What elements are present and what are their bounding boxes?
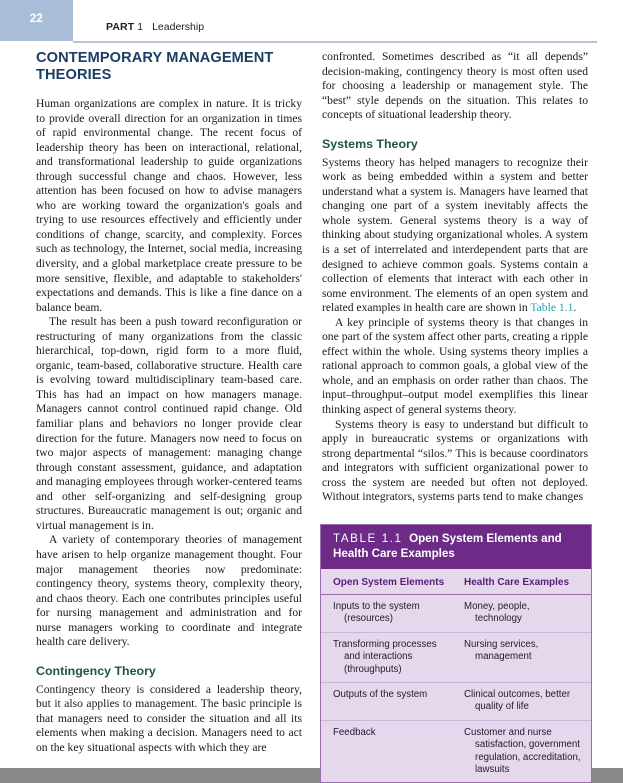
table-cell-example [456,595,591,633]
cell-line: management [475,651,532,663]
table-caption-text: Open System Elements and Health Care Examples [333,532,562,560]
table-row [321,632,591,682]
table-cell-element [321,720,456,782]
cell-line: lawsuits [475,764,510,776]
heading-systems-theory: Systems Theory [322,136,418,151]
table-row [321,720,591,782]
cell-line: regulation, accreditation, [475,751,581,763]
running-head-part-title: Leadership [152,21,205,33]
table-cell-example [456,720,591,782]
table-cell-example [456,632,591,682]
paragraph-continued: confronted. Sometimes described as “it all depends” decision-making, contingency theory is most often used for choosing a leadership or management style. The “best” style depends on the situation. This relates to concepts of situational leadership theory. [322,50,588,122]
cell-line: Nursing services, [464,638,539,650]
cell-line: Clinical outcomes, better [464,689,571,701]
page-number: 22 [29,13,44,25]
running-head-text [106,21,204,33]
running-head-rule [73,41,597,43]
table-cell-element [321,595,456,633]
running-head-part-label: PART [106,21,135,33]
paragraph: Contingency theory is considered a leadership theory, but it also applies to management. The basic principle is that managers need to consider the situation and all its elements when making a decision. Managers need to act on the key situational aspects with which they are [36,682,302,754]
table-row [321,595,591,633]
cell-line: (resources) [344,613,393,625]
table-column-header-examples: Health Care Examples [456,569,591,595]
paragraph: A variety of contemporary theories of management have arisen to help organize management thought. Four major management theories now predominate: contingency theory, systems theory, complexity theory, and chaos theory. Each one contributes principles useful for nursing management and administration and for nurse managers working to coordinate and integrate health care delivery. [36,533,302,649]
table-caption [321,525,591,569]
cell-line: Transforming processes [333,638,437,650]
cell-line: Inputs to the system [333,601,420,612]
paragraph: The result has been a push toward reconfiguration or restructuring of many organizations from the classic hierarchical, top-down, rigid form to a more fluid, organic, team-based, collaborative structure. Health care is evolving toward multidisciplinary team-based care. This has had an impact on how managers manage. Managers cannot control continued rapid change. Old familiar plans and behaviors no longer provide clear direction for the future. Managers now need to focus on two major aspects of management: managing change through constant assessment, guidance, and adaptation and managing employees through worker-centered teams and other self-organizing and self-designing group structures. Bureaucratic management is out; organic and virtual management is in. [36,315,302,532]
cell-line: Feedback [333,726,376,738]
cell-line: Money, people, [464,601,530,612]
paragraph: Systems theory is easy to understand but difficult to apply in bureaucratic systems or organizations with strong departmental “silos.” This is because coordinators and integrators with sufficient organizational power to cross the system are needed but often not deployed. Without integrators, systems parts tend to make changes [322,417,588,504]
page-title: CONTEMPORARY MANAGEMENT THEORIES [36,50,274,83]
cell-line: Outputs of the system [333,689,428,701]
table-column-header-elements: Open System Elements [321,569,456,595]
cell-line: satisfaction, government [475,739,581,751]
paragraph [322,156,588,316]
cell-line: and interactions [344,651,413,663]
table-cell-example [456,683,591,721]
cell-line: Customer and nurse [464,726,552,738]
paragraph-text-before-xref: Systems theory has helped managers to recognize their work as being embedded within a system and better understand what a system is. Managers have learned that changing one part of a system inevitably affects the whole system. General systems theory is a way of thinking about studying organizational wholes. A system is a set of interrelated and interdependent parts that are designed to achieve common goals. Systems contain a collection of elements that interact with each other in some environment. The elements of an open system and related examples in health care are shown in [322,155,588,315]
paragraph-text-after-xref: . [573,301,577,315]
heading-contingency-theory: Contingency Theory [36,663,156,678]
cell-line: quality of life [475,701,529,713]
table-cell-element [321,683,456,721]
paragraph: Human organizations are complex in nature. It is tricky to provide overall direction for an organization in times of rapid environmental change. The recent focus of leadership theory has been on interactional, relational, and transformational leadership to guide organizations through successful change and chaos. However, less attention has been focused on how to advise managers who are working toward the organization's goals and trying to use resources effectively and efficiently under conditions of change, scarcity, and complexity. Forces such as technology, the Internet, social media, increasing diversity, and a global marketplace create pressure to be more sensitive, flexible, and adaptable to stakeholders' expectations and demands. This is like a fine dance on a balance beam. [36,97,302,314]
right-column [322,50,588,505]
table-cell-element [321,632,456,682]
table-header-row [321,569,591,595]
cell-line: technology [475,613,522,625]
table-row [321,683,591,721]
running-head-part-number: 1 [137,21,144,33]
table-label: TABLE 1.1 [333,532,403,545]
table-1-1 [320,524,592,783]
paragraph: A key principle of systems theory is that changes in one part of the system affect other parts, creating a ripple effect within the whole. Using systems theory implies a rational approach to common goals, a global view of the whole, and an emphasis on order rather than chaos. The input–throughput–output model exemplifies this linear thinking aspect of general systems theory. [322,315,588,417]
cell-line: (throughputs) [344,663,402,675]
left-column [36,50,302,756]
table-grid [321,569,591,782]
table-cross-reference-link[interactable]: Table 1.1 [530,301,574,315]
running-head [0,0,623,42]
